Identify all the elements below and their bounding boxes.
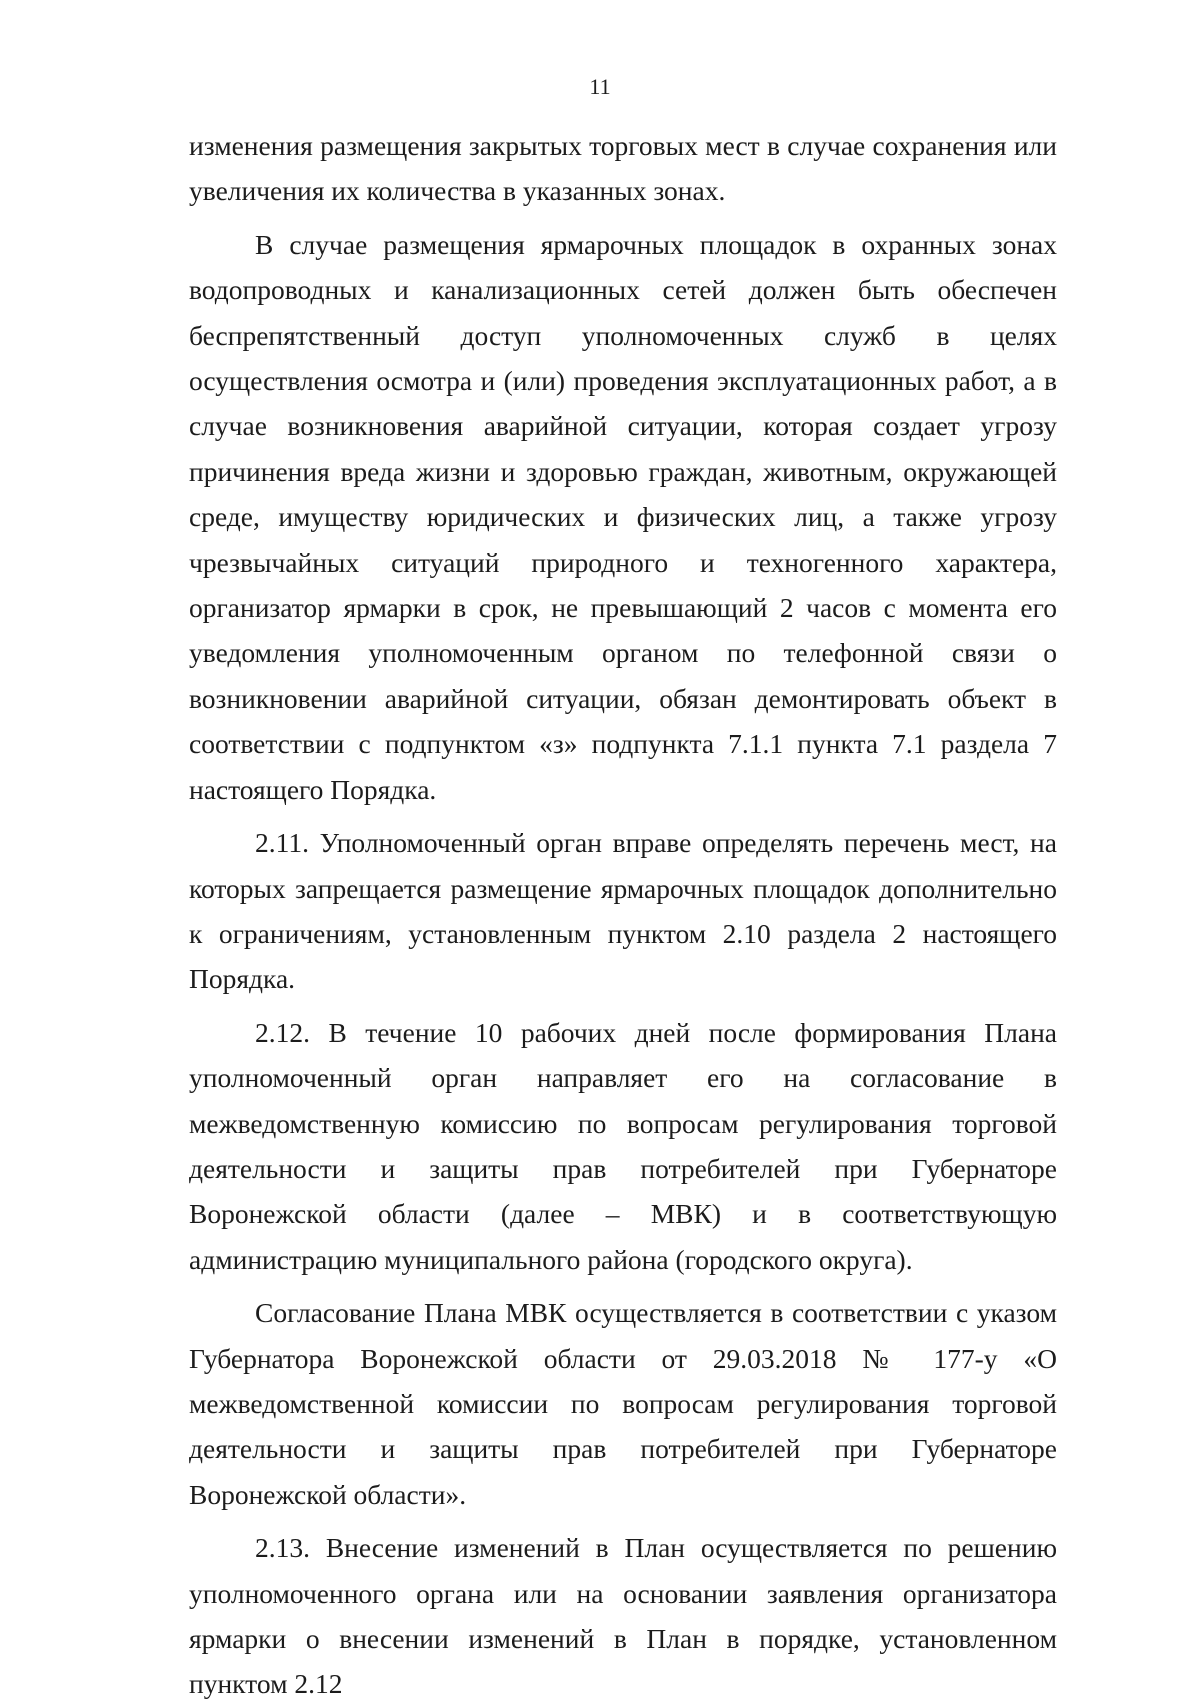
page-number: 11 bbox=[589, 74, 611, 99]
document-body bbox=[189, 123, 1057, 1707]
paragraph-2-13: 2.13. Внесение изменений в План осуществляется по решению уполномоченного органа или на основании заявления организатора ярмарки о внесении изменений в План в порядке, установленном пунктом 2.12 bbox=[189, 1532, 1057, 1700]
paragraph-2-11: 2.11. Уполномоченный орган вправе определять перечень мест, на которых запрещается размещение ярмарочных площадок дополнительно к ограничениям, установленным пунктом 2.10 раздела 2 настоящего Порядка. bbox=[189, 827, 1057, 995]
paragraph-continuation: изменения размещения закрытых торговых мест в случае сохранения или увеличения их количества в указанных зонах. bbox=[189, 130, 1057, 207]
paragraph-mvk-approval: Согласование Плана МВК осуществляется в соответствии с указом Губернатора Воронежской области от 29.03.2018 № 177-у «О межведомственной комиссии по вопросам регулирования торговой деятельности и защиты прав потребителей при Губернаторе Воронежской области». bbox=[189, 1297, 1057, 1510]
paragraph-protection-zones: В случае размещения ярмарочных площадок в охранных зонах водопроводных и канализационных сетей должен быть обеспечен беспрепятственный доступ уполномоченных служб в целях осуществления осмотра и (или) проведения эксплуатационных работ, а в случае возникновения аварийной ситуации, которая создает угрозу причинения вреда жизни и здоровью граждан, животным, окружающей среде, имуществу юридических и физических лиц, а также угрозу чрезвычайных ситуаций природного и техногенного характера, организатор ярмарки в срок, не превышающий 2 часов с момента его уведомления уполномоченным органом по телефонной связи о возникновении аварийной ситуации, обязан демонтировать объект в соответствии с подпунктом «з» подпункта 7.1.1 пункта 7.1 раздела 7 настоящего Порядка. bbox=[189, 228, 1057, 805]
paragraph-2-12: 2.12. В течение 10 рабочих дней после формирования Плана уполномоченный орган направляет его на согласование в межведомственную комиссию по вопросам регулирования торговой деятельности и защиты прав потребителей при Губернаторе Воронежской области (далее – МВК) и в соответствующую администрацию муниципального района (городского округа). bbox=[189, 1016, 1057, 1275]
